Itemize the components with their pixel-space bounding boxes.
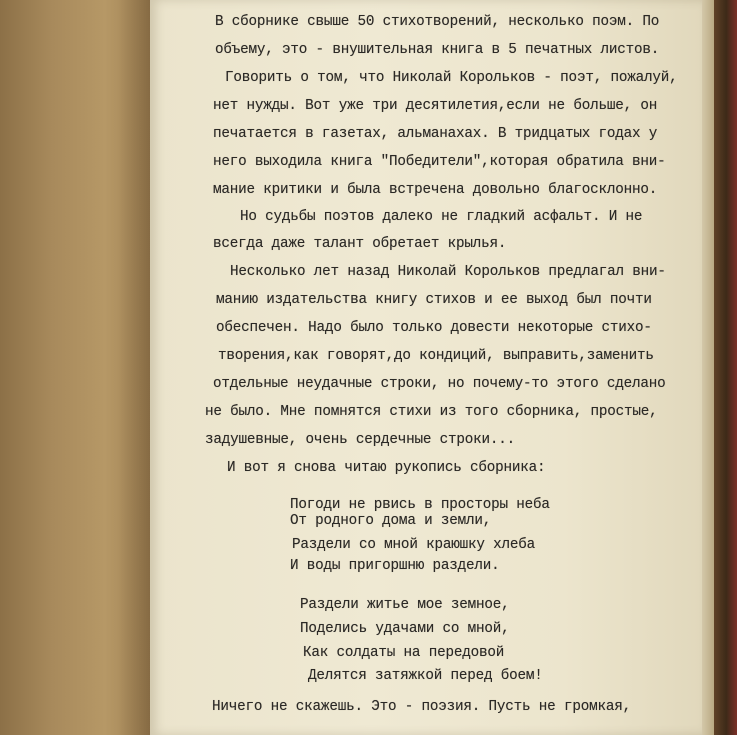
typewritten-page (150, 0, 702, 735)
text-line: творения,как говорят,до кондиций, выправить,заменить (218, 348, 654, 364)
text-line: манию издательства книгу стихов и ее выход был почти (216, 292, 652, 308)
poem-line: От родного дома и земли, (290, 513, 492, 529)
poem-line: И воды пригоршню раздели. (290, 558, 500, 574)
poem-line: Поделись удачами со мной, (300, 621, 510, 637)
text-line: И вот я снова читаю рукопись сборника: (227, 460, 546, 476)
text-line: всегда даже талант обретает крылья. (213, 236, 507, 252)
text-line: Но судьбы поэтов далеко не гладкий асфальт. И не (240, 209, 643, 225)
poem-line: Делятся затяжкой перед боем! (308, 668, 543, 684)
text-line: В сборнике свыше 50 стихотворений, несколько поэм. По (215, 14, 660, 30)
text-line: задушевные, очень сердечные строки... (205, 432, 516, 448)
poem-line: Раздели житье мое земное, (300, 597, 510, 613)
poem-line: Как солдаты на передовой (303, 645, 505, 661)
text-line: нет нужды. Вот уже три десятилетия,если не больше, он (213, 98, 658, 114)
underlying-page-edge (700, 0, 714, 735)
text-line: печатается в газетах, альманахах. В тридцатых годах у (213, 126, 658, 142)
text-line: не было. Мне помнятся стихи из того сборника, простые, (205, 404, 658, 420)
poem-line: Погоди не рвись в просторы неба (290, 497, 550, 513)
text-line: него выходила книга "Победители",которая обратила вни- (213, 154, 666, 170)
text-line: обеспечен. Надо было только довести некоторые стихо- (216, 320, 652, 336)
text-line: отдельные неудачные строки, но почему-то этого сделано (213, 376, 666, 392)
binder-shadow (118, 0, 152, 735)
text-line: объему, это - внушительная книга в 5 печатных листов. (215, 42, 660, 58)
text-line: Несколько лет назад Николай Корольков предлагал вни- (230, 264, 666, 280)
text-line: Говорить о том, что Николай Корольков - поэт, пожалуй, (225, 70, 678, 86)
text-line: Ничего не скажешь. Это - поэзия. Пусть не громкая, (212, 699, 631, 715)
poem-line: Раздели со мной краюшку хлеба (292, 537, 536, 553)
right-binder-edge (710, 0, 737, 735)
text-line: мание критики и была встречена довольно благосклонно. (213, 182, 658, 198)
